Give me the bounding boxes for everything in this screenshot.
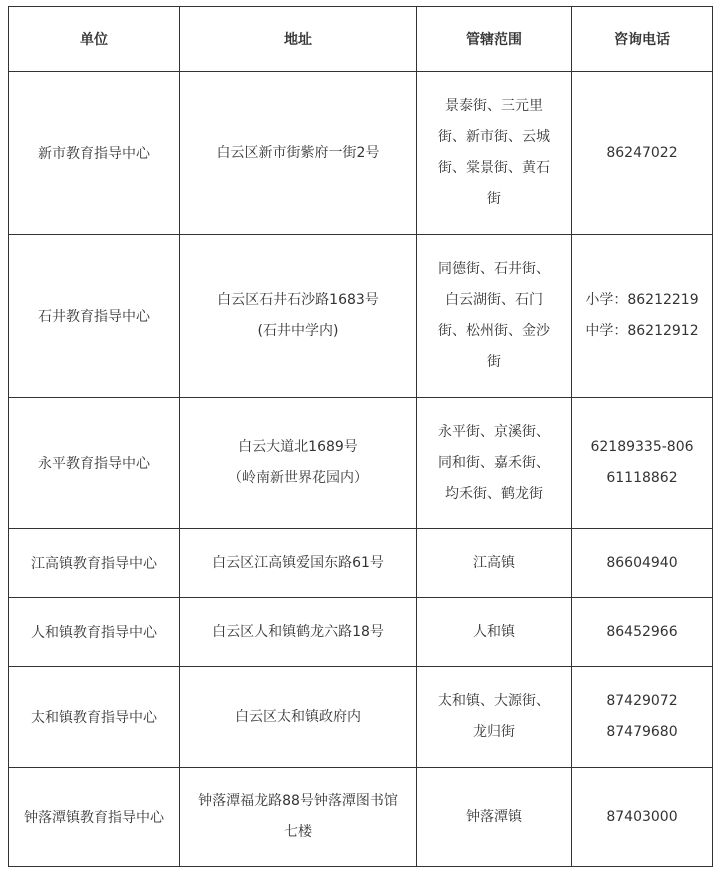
address-cell: [180, 529, 417, 598]
address-cell: [180, 398, 417, 529]
phone-number: 86604940: [606, 554, 678, 571]
address-line: 白云大道北1689号: [238, 439, 358, 455]
scope-cell: [417, 72, 572, 235]
scope-line: 钟落潭镇: [466, 808, 522, 825]
unit-name: 人和镇教育指导中心: [31, 625, 157, 641]
phone-number: 86247022: [606, 144, 678, 161]
phone-number: 62189335-806: [590, 439, 694, 455]
scope-cell: [417, 598, 572, 667]
address-cell: [180, 768, 417, 867]
address-line: 白云区人和镇鹤龙六路18号: [212, 623, 384, 640]
unit-cell: [9, 598, 180, 667]
scope-line: 人和镇: [473, 623, 515, 640]
unit-cell: [9, 667, 180, 768]
unit-cell: [9, 72, 180, 235]
phone-cell: [572, 529, 713, 598]
phone-number: 87403000: [606, 808, 678, 825]
address-note: （岭南新世界花园内）: [228, 470, 368, 486]
scope-line: 永平街、京溪街、: [438, 423, 550, 440]
address-line: 白云区石井石沙路1683号: [217, 292, 379, 308]
scope-line: 同和街、嘉禾街、: [438, 454, 550, 471]
scope-cell: [417, 768, 572, 867]
scope-cell: [417, 667, 572, 768]
address-line: 七楼: [284, 824, 312, 840]
table-header-row: [9, 7, 713, 72]
header-phone: 咨询电话: [572, 7, 713, 72]
address-line: 白云区太和镇政府内: [235, 708, 361, 725]
unit-cell: [9, 398, 180, 529]
phone-cell: [572, 235, 713, 398]
phone-cell: [572, 72, 713, 235]
scope-line: 太和镇、大源街、: [438, 693, 550, 709]
phone-number: 87479680: [606, 724, 678, 740]
unit-name: 石井教育指导中心: [38, 309, 150, 325]
phone-cell: [572, 667, 713, 768]
scope-line: 街、新市街、云城: [438, 129, 550, 145]
phone-cell: [572, 598, 713, 667]
scope-line: 白云湖街、石门: [445, 292, 543, 308]
header-unit: 单位: [9, 7, 180, 72]
table-row: [9, 235, 713, 398]
unit-cell: [9, 529, 180, 598]
table-row: [9, 529, 713, 598]
scope-cell: [417, 235, 572, 398]
scope-line: 街、松州街、金沙: [438, 323, 550, 339]
scope-cell: [417, 529, 572, 598]
unit-cell: [9, 768, 180, 867]
unit-name: 太和镇教育指导中心: [31, 710, 157, 726]
scope-cell: [417, 398, 572, 529]
unit-name: 钟落潭镇教育指导中心: [24, 810, 164, 826]
phone-number: 61118862: [606, 470, 678, 486]
phone-number: 87429072: [606, 693, 678, 709]
unit-cell: [9, 235, 180, 398]
scope-line: 均禾街、鹤龙街: [445, 485, 543, 502]
table-row: [9, 398, 713, 529]
scope-line: 龙归街: [473, 724, 515, 740]
address-cell: [180, 598, 417, 667]
header-address: 地址: [180, 7, 417, 72]
address-note: (石井中学内): [257, 323, 339, 339]
education-centers-table: [8, 6, 713, 867]
table-row: [9, 768, 713, 867]
address-cell: [180, 72, 417, 235]
address-cell: [180, 667, 417, 768]
address-cell: [180, 235, 417, 398]
scope-line: 街: [487, 191, 501, 207]
phone-number: 小学：86212219: [585, 292, 699, 308]
address-line: 钟落潭福龙路88号钟落潭图书馆: [198, 793, 398, 809]
phone-number: 中学：86212912: [585, 323, 699, 339]
scope-line: 街: [487, 354, 501, 370]
phone-cell: [572, 768, 713, 867]
header-scope: 管辖范围: [417, 7, 572, 72]
table-row: [9, 667, 713, 768]
phone-number: 86452966: [606, 623, 678, 640]
scope-line: 同德街、石井街、: [438, 261, 550, 277]
phone-cell: [572, 398, 713, 529]
scope-line: 江高镇: [473, 554, 515, 571]
unit-name: 江高镇教育指导中心: [31, 556, 157, 572]
table-row: [9, 598, 713, 667]
unit-name: 新市教育指导中心: [38, 146, 150, 162]
address-line: 白云区江高镇爱国东路61号: [212, 554, 384, 571]
scope-line: 景泰街、三元里: [445, 98, 543, 114]
table-row: [9, 72, 713, 235]
address-line: 白云区新市街紫府一街2号: [216, 144, 380, 161]
unit-name: 永平教育指导中心: [38, 456, 150, 472]
scope-line: 街、棠景街、黄石: [438, 160, 550, 176]
